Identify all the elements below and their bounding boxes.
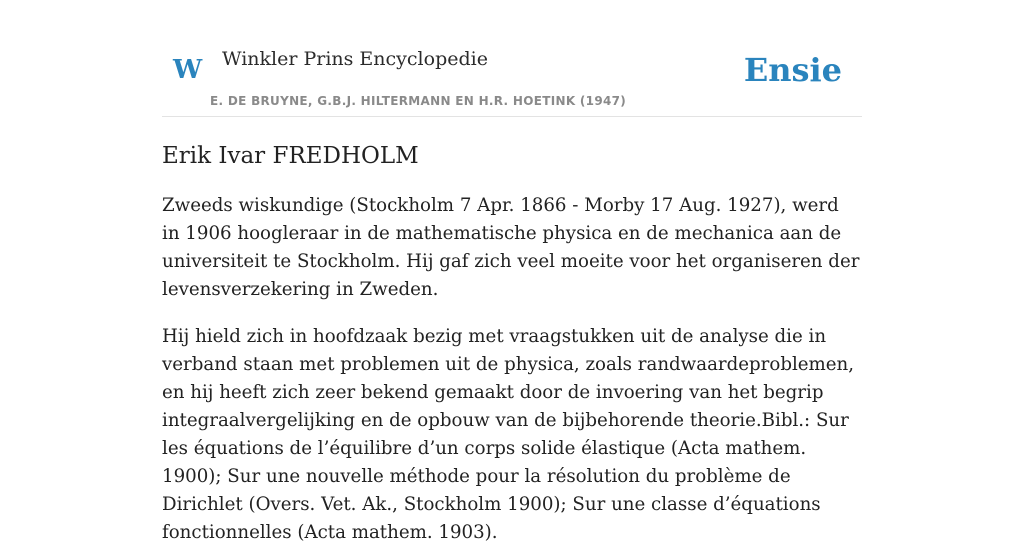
encyclopedia-title-link[interactable]: Winkler Prins Encyclopedie: [222, 48, 488, 70]
article-title: Erik Ivar FREDHOLM: [162, 143, 419, 169]
encyclopedia-authors: E. DE BRUYNE, G.B.J. HILTERMANN EN H.R. HOETINK (1947): [210, 94, 627, 108]
article-paragraph: Hij hield zich in hoofdzaak bezig met vraagstukken uit de analyse die in verband staan met problemen uit de physica, zoals randwaardeproblemen, en hij heeft zich zeer bekend gemaakt door de invoering van het begrip integraalvergelijking en de opbouw van de bijbehorende theorie.Bibl.: Sur les équations de l’équilibre d’un corps solide élastique (Acta mathem. 1900); Sur une nouvelle méthode pour la résolution du problème de Dirichlet (Overs. Vet. Ak., Stockholm 1900); Sur une classe d’équations fonctionnelles (Acta mathem. 1903).: [162, 326, 855, 543]
encyclopedia-header: [162, 0, 862, 117]
article-paragraph: Zweeds wiskundige (Stockholm 7 Apr. 1866 - Morby 17 Aug. 1927), werd in 1906 hoogleraar in de mathematische physica en de mechanica aan de universiteit te Stockholm. Hij gaf zich veel moeite voor het organiseren der levensverzekering in Zweden.: [162, 195, 860, 300]
encyclopedia-logo-icon[interactable]: W: [173, 55, 203, 85]
ensie-brand-link[interactable]: Ensie: [743, 51, 842, 89]
page-container: [162, 0, 862, 547]
